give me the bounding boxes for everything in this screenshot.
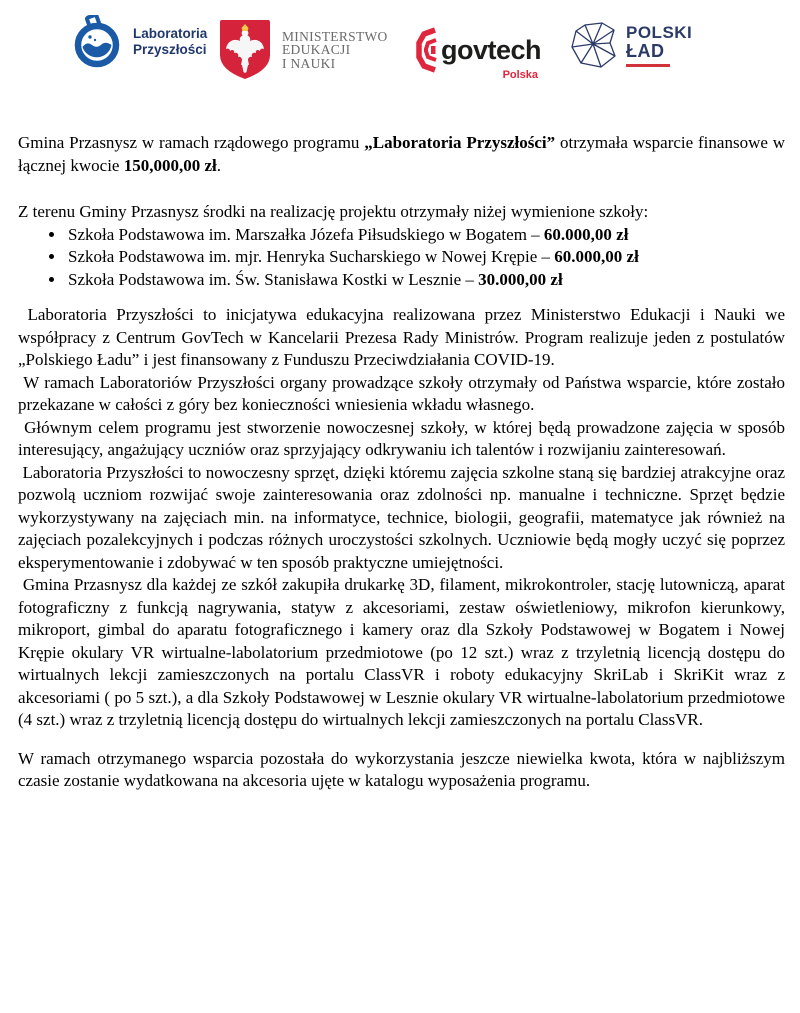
text-segment: W ramach otrzymanego wsparcia pozostała do wykorzystania jeszcze niewielka kwota, która w najbliższym czasie zostanie wydatkowana na akcesoria ujęte w katalogu wyposażenia programu.: [18, 748, 790, 790]
text-segment: Laboratoria Przyszłości to nowoczesny sprzęt, dzięki któremu zajęcia szkolne staną się bardziej atrakcyjne oraz pozwolą uczniom rozwijać swoje zainteresowania oraz zdolności np. manualne i techniczne. Sprzęt będzie wykorzystywany na zajęciach min. na informatyce, technice, biologii, geografii, matematyce jak również na zajęciach pozalekcyjnych i podczas różnych uroczystości szkolnych. Uczniowie będą mogły uczyć się poprzez eksperymentowanie i zdobywać w ten sposób praktyczne umiejętności.: [18, 462, 790, 572]
bold-text-segment: 150,000,00 zł: [123, 155, 217, 175]
logo-strip: [0, 0, 800, 96]
polski-lad-label-line2: ŁAD: [626, 40, 665, 61]
paragraph: [18, 132, 790, 177]
paragraph: [18, 201, 785, 224]
ministry-label-line3: I NAUKI: [282, 55, 336, 71]
text-segment: otrzymała wsparcie finansowe w łącznej kwocie: [18, 133, 790, 175]
text-segment: Szkoła Podstawowa im. Św. Stanisława Kostki w Lesznie –: [68, 269, 479, 289]
text-segment: Szkoła Podstawowa im. Marszałka Józefa Piłsudskiego w Bogatem –: [68, 224, 544, 244]
paragraph-spacer: [18, 177, 785, 201]
school-funding-item: [66, 246, 785, 269]
paragraph: [18, 417, 790, 462]
text-segment: Gmina Przasnysz dla każdej ze szkół zakupiła drukarkę 3D, filament, mikrokontroler, stację lutowniczą, aparat fotograficzny z funkcją nagrywania, statyw z akcesoriami, zestaw oświetleniowy, mikrofon kierunkowy, mikroport, gimbal do aparatu fotograficznego i kamery oraz dla Szkoły Podstawowej w Bogatem i Nowej Krępie okulary VR wirtualne-labolatorium przedmiotowe (po 12 szt.) wraz z trzyletnią licencją dostępu do wirtualnych lekcji zamieszczonych na portalu ClassVR i roboty edukacyjny SkriLab i SkriKit wraz z akcesoriami ( po 5 szt.), a dla Szkoły Podstawowej w Lesznie okulary VR wirtualne-labolatorium przedmiotowe (4 szt.) wraz z trzyletnią licencją dostępu do wirtualnych lekcji zamieszczonych na portalu ClassVR.: [18, 575, 790, 729]
school-funding-item: [66, 269, 785, 292]
polski-lad-logo: [570, 22, 692, 69]
text-segment: Szkoła Podstawowa im. mjr. Henryka Sucharskiego w Nowej Krępie –: [68, 247, 555, 266]
bold-text-segment: „Laboratoria Przyszłości”: [364, 133, 556, 152]
bold-text-segment: 60.000,00 zł: [543, 224, 629, 244]
school-funding-item: [66, 224, 785, 247]
document-body: [18, 132, 790, 793]
text-segment: .: [216, 155, 221, 175]
govtech-bracket-icon: [414, 27, 438, 73]
text-segment: Gmina Przasnysz w ramach rządowego programu: [18, 133, 365, 152]
school-funding-list: [18, 224, 785, 292]
text-segment: Głównym celem programu jest stworzenie nowoczesnej szkoły, w której będą prowadzone zajęcia w sposób interesujący, angażujący uczniów oraz sprzyjający odkrywaniu ich talentów i rozwijaniu zainteresowań.: [18, 417, 790, 459]
govtech-polska-label: Polska: [502, 69, 539, 81]
govtech-polska-logo: [414, 27, 541, 81]
ministry-label-line2: EDUKACJI: [282, 42, 351, 58]
poland-outline-icon: [570, 22, 616, 69]
text-segment: Laboratoria Przyszłości to inicjatywa edukacyjna realizowana przez Ministerstwo Edukacji i Nauki we współpracy z Centrum GovTech w Kancelarii Prezesa Rady Ministrów. Program realizuje jeden z postulatów „Polskiego Ładu” i jest finansowany z Funduszu Przeciwdziałania COVID-19.: [18, 305, 790, 369]
govtech-wordmark: govtech: [441, 34, 542, 65]
paragraph-spacer: [18, 291, 785, 304]
polski-lad-label: [626, 24, 692, 68]
govtech-wordmark-row: [414, 27, 541, 73]
ministry-education-logo: [218, 19, 388, 81]
ministry-logo-label: [282, 30, 388, 71]
text-segment: Z terenu Gminy Przasnysz środki na realizację projektu otrzymały niżej wymienione szkoły:: [18, 202, 649, 221]
paragraph: [18, 462, 790, 575]
paragraph-spacer: [18, 732, 785, 748]
laboratoria-flask-icon: [74, 15, 120, 69]
paragraph: [18, 574, 790, 732]
polski-lad-label-line1: POLSKI: [626, 22, 693, 42]
bold-text-segment: 60.000,00 zł: [554, 247, 639, 266]
ministry-label-line1: MINISTERSTWO: [282, 28, 388, 44]
polski-lad-red-underline: [626, 64, 670, 68]
laboratoria-logo-label: [133, 26, 207, 58]
laboratoria-label-line1: Laboratoria: [133, 26, 208, 41]
paragraph: [18, 304, 790, 372]
text-segment: W ramach Laboratoriów Przyszłości organy prowadzące szkoły otrzymały od Państwa wsparcie, które zostało przekazane w całości z góry bez konieczności wniesienia wkładu własnego.: [18, 372, 790, 414]
paragraph: [18, 372, 790, 417]
bold-text-segment: 30.000,00 zł: [478, 269, 563, 289]
polish-eagle-crest-icon: [218, 19, 272, 81]
laboratoria-label-line2: Przyszłości: [133, 42, 207, 57]
laboratoria-przyszlosci-logo: [74, 15, 207, 69]
paragraph: [18, 748, 790, 793]
